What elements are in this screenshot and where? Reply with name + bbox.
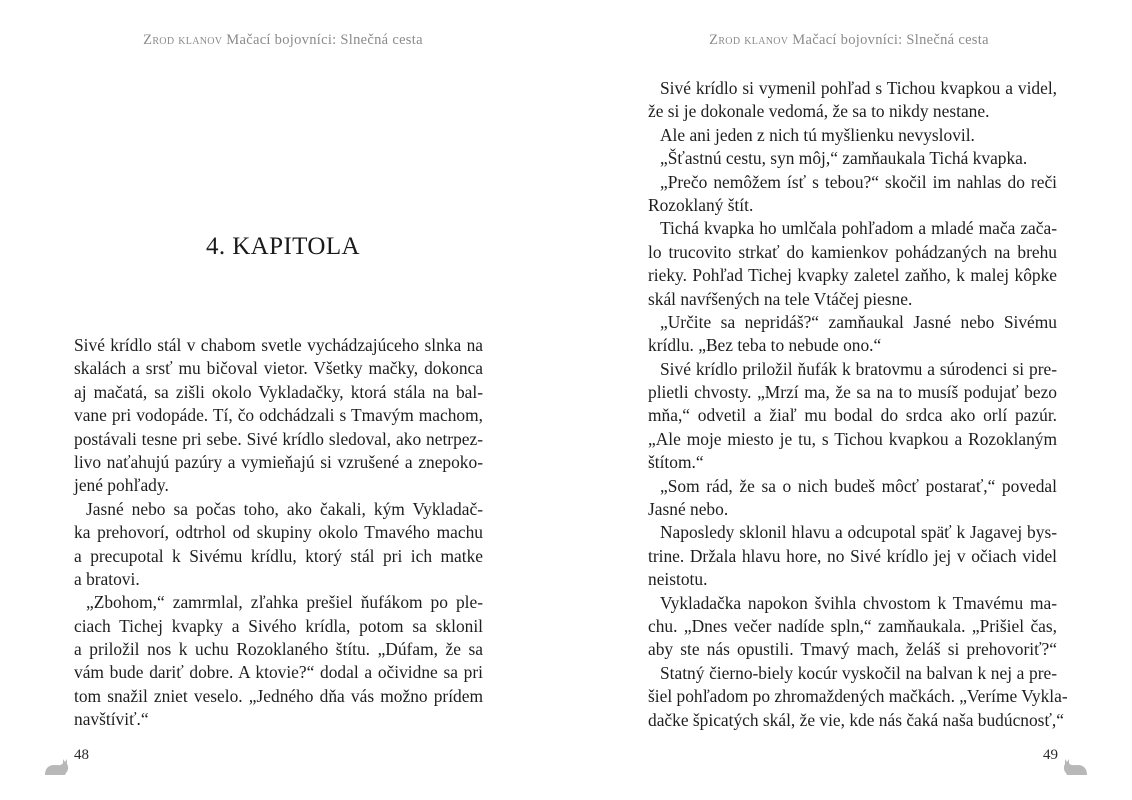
text-line: postávali tesne pri sebe. Sivé krídlo sledoval, ako netrpez- xyxy=(74,428,483,449)
text-line: Tichá kvapka ho umlčala pohľadom a mladé mača zača- xyxy=(660,218,1057,239)
text-line: „Zbohom,“ zamrmlal, zľahka prešiel ňufákom po ple- xyxy=(86,592,483,613)
text-line: neistotu. xyxy=(648,569,708,590)
cat-icon xyxy=(44,756,70,776)
text-line: jené pohľady. xyxy=(74,475,169,496)
text-line: Jasné nebo sa počas toho, ako čakali, kým Vykladač- xyxy=(86,498,483,519)
text-line: štítom.“ xyxy=(648,452,704,473)
text-line: Sivé krídlo si vymenil pohľad s Tichou kvapkou a videl, xyxy=(660,78,1057,98)
running-head-title: Mačací bojovníci: Slnečná cesta xyxy=(792,32,989,48)
text-line: trine. Držala hlavu hore, no Sivé krídlo jej v očiach videl xyxy=(648,545,1057,566)
text-line: „Šťastnú cestu, syn môj,“ zamňaukala Tichá kvapka. xyxy=(660,148,1028,169)
running-head xyxy=(0,32,566,49)
text-line: Statný čierno-biely kocúr vyskočil na balvan k nej a pre- xyxy=(660,662,1057,683)
text-line: skál navŕšených na tele Vtáčej piesne. xyxy=(648,288,913,309)
chapter-title: 4. KAPITOLA xyxy=(206,233,360,260)
text-line: aby ste nás opustili. Tmavý mach, želáš si prehovoriť?“ xyxy=(648,639,1057,660)
text-line: „Určite sa nepridáš?“ zamňaukal Jasné nebo Sivému xyxy=(660,311,1057,332)
text-line: a precupotal k Sivému krídlu, ktorý stál pri ich matke xyxy=(74,545,483,566)
running-head-prefix: Zrod klanov xyxy=(709,32,789,48)
text-line: mňa,“ odvetil a žiaľ mu bodal do srdca ako orlí pazúr. xyxy=(648,405,1057,426)
text-line: a bratovi. xyxy=(74,568,140,589)
text-line: „Som rád, že sa o nich budeš môcť postarať,“ povedal xyxy=(660,475,1057,496)
text-line: a priložil nos k uchu Rozoklaného štítu. „Dúfam, že sa xyxy=(74,639,483,660)
page-number: 49 xyxy=(1043,747,1058,763)
text-line: vane pri vodopáde. Tí, čo odchádzali s Tmavým machom, xyxy=(74,405,483,426)
page-number: 48 xyxy=(74,747,89,763)
text-line: Naposledy sklonil hlavu a odcupotal späť k Jagavej bys- xyxy=(660,522,1057,543)
running-head-prefix: Zrod klanov xyxy=(143,32,223,48)
right-page xyxy=(566,0,1132,800)
text-line: Vykladačka napokon švihla chvostom k Tmavému ma- xyxy=(660,592,1057,613)
text-line: Ale ani jeden z nich tú myšlienku nevyslovil. xyxy=(660,124,975,145)
text-line: ka prehovorí, odtrhol od skupiny okolo Tmavého machu xyxy=(74,522,483,543)
body-text xyxy=(648,77,1068,732)
text-line: Sivé krídlo priložil ňufák k bratovmu a súrodenci si pre- xyxy=(660,358,1057,379)
text-line: že si je dokonale vedomá, že sa to nikdy nestane. xyxy=(648,101,990,122)
text-line: Sivé krídlo stál v chabom svetle vychádzajúceho slnka na xyxy=(74,335,483,355)
text-line: „Ale moje miesto je tu, s Tichou kvapkou a Rozoklaným xyxy=(648,428,1057,449)
text-line: lo trucovito strkať do kamienkov pohádzaných na brehu xyxy=(648,241,1057,262)
text-line: tom snažil zniet veselo. „Jedného dňa vás možno prídem xyxy=(74,685,483,706)
text-line: navštíviť.“ xyxy=(74,709,149,730)
text-line: aj mačatá, sa zišli okolo Vykladačky, ktorá stála na bal- xyxy=(74,381,483,402)
text-line: Rozoklaný štít. xyxy=(648,194,754,215)
text-line: chu. „Dnes večer nadíde spln,“ zamňaukala. „Prišiel čas, xyxy=(648,615,1057,636)
text-line: livo naťahujú pazúry a vymieňajú si vzrušené a znepoko- xyxy=(74,451,483,472)
body-text xyxy=(74,334,483,732)
running-head xyxy=(566,32,1132,49)
text-line: skalách a srsť mu bičoval vietor. Všetky mačky, dokonca xyxy=(74,358,483,379)
text-line: Jasné nebo. xyxy=(648,499,729,520)
text-line: plietli chvosty. „Mrzí ma, že sa na to musíš podujať bezo xyxy=(648,382,1057,403)
text-line: „Prečo nemôžem ísť s tebou?“ skočil im nahlas do reči xyxy=(660,171,1057,192)
text-line: vám bude dariť dobre. A ktovie?“ dodal a očividne sa pri xyxy=(74,662,483,683)
text-line: ciach Tichej kvapky a Sivého krídla, potom sa sklonil xyxy=(74,615,483,636)
text-line: dačke špicatých skál, že vie, kde nás čaká naša budúcnosť,“ xyxy=(648,709,1064,730)
text-line: rieky. Pohľad Tichej kvapky zaletel zaňho, k malej kôpke xyxy=(648,265,1057,286)
running-head-title: Mačací bojovníci: Slnečná cesta xyxy=(226,32,423,48)
text-line: šiel pohľadom po zhromaždených mačkách. „Veríme Vykla- xyxy=(648,686,1068,707)
cat-icon xyxy=(1062,756,1088,776)
text-line: krídlu. „Bez teba to nebude ono.“ xyxy=(648,335,882,356)
